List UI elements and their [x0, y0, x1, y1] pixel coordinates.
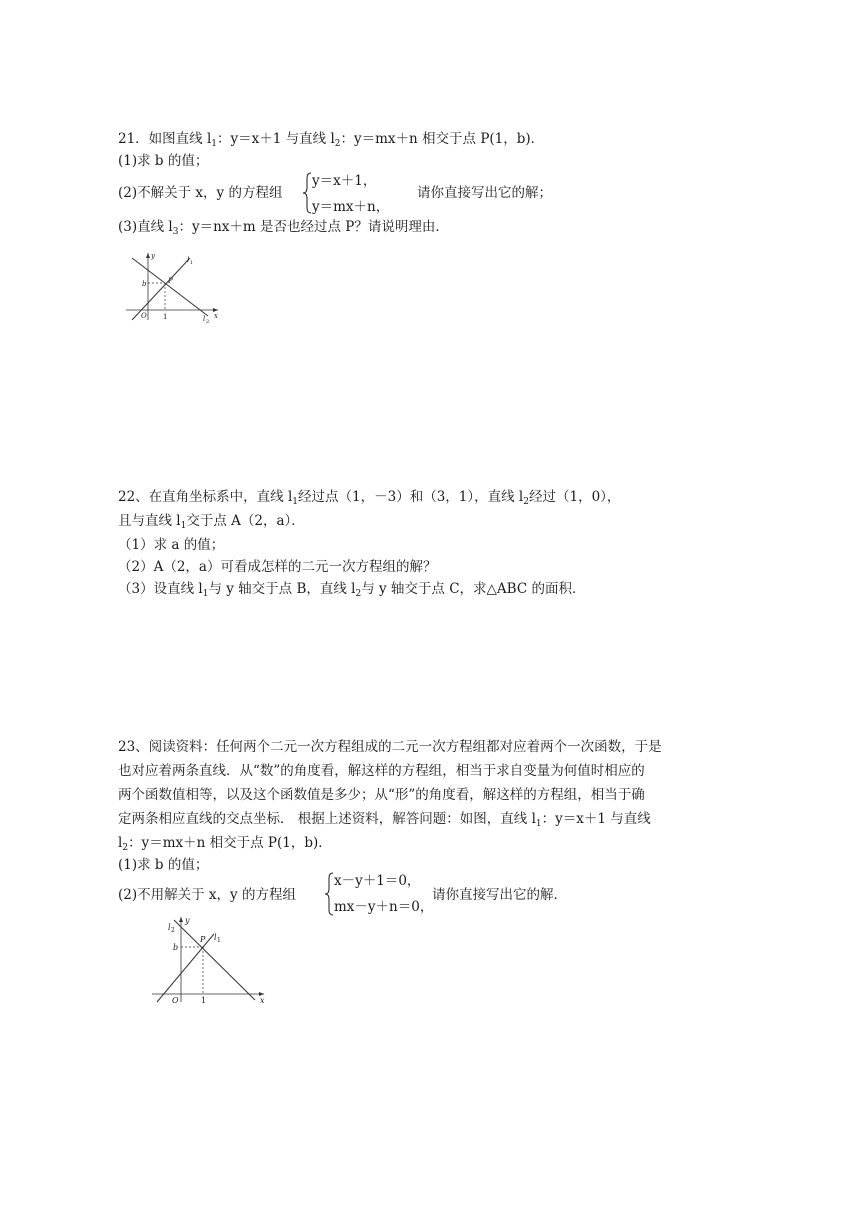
q23-l5-text-b: ：y＝mx＋n 相交于点 P(1，b)．: [128, 835, 332, 851]
q21-stem-sub-2: 2: [334, 139, 341, 149]
q21-line-l1: [132, 258, 190, 320]
q23-l4-text-a: 定两条相应直线的交点坐标． 根据上述资料，解答问题：如图，直线 l: [118, 811, 536, 827]
q23-equation-2: mx－y＋n＝0，: [334, 899, 434, 915]
q23-figure: [148, 914, 272, 1004]
q22-stem-line-1: [118, 488, 620, 511]
q23-l5-text-a: l: [118, 835, 123, 851]
q23-label-one: 1: [201, 996, 207, 1004]
q21-equation-2: y＝mx＋n，: [312, 199, 390, 215]
q23-label-p: P: [200, 935, 206, 944]
q22-p3-text-b: 与 y 轴交于点 B，直线 l: [208, 581, 356, 597]
q21-part1: (1)求 b 的值；: [118, 153, 209, 169]
q23-part1: (1)求 b 的值；: [118, 857, 209, 873]
q22-part3: [118, 580, 585, 603]
q22-part1: （1）求 a 的值；: [118, 537, 225, 553]
q22-l1-text-b: 经过点（1，－3）和（3，1），直线 l: [298, 489, 524, 505]
q21-label-origin: O: [141, 312, 147, 320]
q23-para-line-2: 也对应着两条直线．从“数”的角度看，解这样的方程组，相当于求自变量为何值时相应的: [118, 763, 645, 779]
q21-part3: [118, 218, 449, 241]
q21-part3-text-b: ：y＝nx＋m 是否也经过点 P？请说明理由．: [178, 219, 449, 235]
q23-l4-sub: 1: [535, 819, 542, 829]
q21-label-l1-sub: 1: [190, 260, 194, 266]
q23-label-b: b: [173, 943, 179, 952]
q23-label-origin: O: [172, 996, 179, 1004]
q23-l4-text-b: ：y＝x＋1 与直线: [541, 811, 651, 827]
q21-label-one: 1: [163, 313, 168, 321]
q23-label-l2-sub: 2: [171, 927, 175, 934]
q23-label-l1: l: [214, 933, 217, 942]
q22-l2-sub: 1: [180, 521, 187, 531]
q21-equation-1: y＝x＋1，: [312, 173, 377, 189]
q21-label-l2-sub: 2: [206, 319, 210, 324]
q21-stem: [118, 130, 544, 153]
q23-line-l1: [157, 934, 214, 1002]
q21-y-arrow: [146, 253, 150, 258]
q21-part3-sub: 3: [172, 227, 179, 237]
q21-stem-text-c: ：y＝mx＋n 相交于点 P(1，b)．: [340, 131, 545, 147]
q22-l2-text-a: 且与直线 l: [118, 513, 181, 529]
q21-stem-text-a: 21．如图直线 l: [118, 131, 212, 147]
q23-part2-suffix: 请你直接写出它的解．: [432, 887, 567, 903]
q23-brace: [324, 872, 334, 916]
q21-label-x: x: [214, 312, 218, 320]
q22-stem-line-2: [118, 512, 305, 535]
q22-l2-text-b: 交于点 A（2，a）．: [186, 513, 305, 529]
q22-p3-text-c: 与 y 轴交于点 C，求△ABC 的面积．: [361, 581, 586, 597]
q23-para-line-4: [118, 810, 651, 833]
q21-stem-sub-1: 1: [211, 139, 218, 149]
q23-line-l2: [174, 920, 255, 1000]
q22-p3-sub-2: 2: [355, 589, 362, 599]
q21-part3-text-a: (3)直线 l: [118, 219, 173, 235]
q22-l1-text-c: 经过（1，0），: [528, 489, 621, 505]
q23-para-line-1: 23、阅读资料：任何两个二元一次方程组成的二元一次方程组都对应着两个一次函数，于是: [118, 739, 662, 755]
q23-equation-1: x－y＋1＝0，: [334, 873, 421, 889]
q23-y-arrow: [179, 917, 183, 922]
q23-para-line-5: [118, 834, 332, 857]
q22-l1-sub-2: 2: [523, 497, 529, 507]
q22-p3-text-a: （3）设直线 l: [118, 581, 203, 597]
q23-part2-prefix: (2)不用解关于 x，y 的方程组: [118, 887, 296, 903]
q21-part2-suffix: 请你直接写出它的解；: [417, 185, 552, 201]
q22-p3-sub-1: 1: [202, 589, 209, 599]
q21-part2-prefix: (2)不解关于 x，y 的方程组: [118, 185, 283, 201]
q21-label-l1: l: [187, 256, 190, 264]
q21-brace: [302, 172, 312, 214]
q22-l1-text-a: 22、在直角坐标系中，直线 l: [118, 489, 293, 505]
q21-label-l2: l: [203, 315, 206, 323]
q21-label-y: y: [151, 252, 155, 260]
q23-l5-sub: 2: [122, 843, 129, 853]
q21-label-b: b: [142, 280, 147, 288]
q21-label-p: P: [168, 277, 173, 285]
q22-part2: （2）A（2，a）可看成怎样的二元一次方程组的解？: [118, 559, 437, 575]
q23-label-x: x: [260, 996, 265, 1004]
q21-figure: [124, 250, 224, 324]
q21-stem-text-b: ：y＝x＋1 与直线 l: [217, 131, 335, 147]
q23-label-l1-sub: 1: [217, 937, 221, 944]
q23-label-l2: l: [168, 923, 171, 932]
q23-label-y: y: [185, 916, 190, 925]
q22-l1-sub-1: 1: [292, 497, 299, 507]
q23-para-line-3: 两个函数值相等，以及这个函数值是多少；从“形”的角度看，解这样的方程组，相当于确: [118, 787, 645, 803]
